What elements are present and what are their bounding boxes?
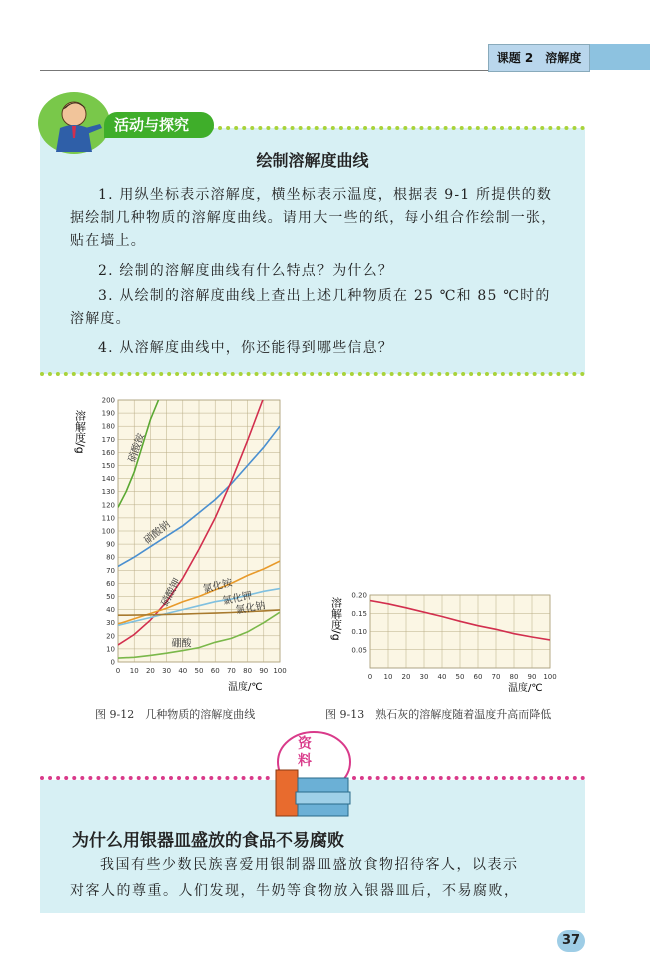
x-tick-label: 80 (243, 667, 253, 675)
x-tick-label: 10 (383, 673, 393, 681)
activity-top-dots (210, 126, 585, 130)
series-label: 氯化钠 (234, 600, 267, 617)
x-tick-label: 50 (455, 673, 465, 681)
y-tick-label: 140 (101, 475, 115, 484)
solubility-chart (70, 390, 310, 700)
x-tick-label: 60 (473, 673, 483, 681)
x-tick-label: 0 (115, 667, 121, 675)
y-tick-label: 150 (101, 462, 115, 470)
activity-item-1: 1. 用纵坐标表示溶解度，横坐标表示温度，根据表 9-1 所提供的数据绘制几种物质的溶解度曲线。请用大一些的纸，每小组合作绘制一张，贴在墙上。 (70, 187, 557, 249)
resource-tag: 资料 (298, 736, 312, 769)
x-tick-label: 70 (491, 673, 501, 681)
y-tick-label: 170 (101, 435, 115, 444)
chart1-caption: 图 9-12 几种物质的溶解度曲线 (95, 708, 256, 721)
x-tick-label: 100 (273, 667, 287, 675)
resource-line-1: 我国有些少数民族喜爱用银制器皿盛放食物招待客人，以表示 (100, 857, 519, 873)
y-tick-label: 160 (101, 448, 115, 457)
x-tick-label: 90 (259, 667, 269, 675)
series-label: 硝酸铵 (126, 431, 148, 464)
page-number: 37 (557, 930, 585, 952)
y-tick-label: 10 (106, 645, 115, 654)
header-color-bar (590, 44, 650, 70)
y-tick-label: 30 (106, 619, 115, 628)
x-tick-label: 80 (509, 673, 519, 681)
y-tick-label: 70 (106, 566, 115, 575)
activity-title: 绘制溶解度曲线 (256, 151, 369, 170)
chart2-ylabel: 溶解度/g (330, 597, 343, 641)
chart2-caption: 图 9-13 熟石灰的溶解度随着温度升高而降低 (325, 708, 552, 721)
y-tick-label: 120 (101, 501, 115, 510)
x-tick-label: 50 (194, 667, 204, 675)
y-tick-label: 0 (110, 658, 115, 667)
activity-item-3: 3. 从绘制的溶解度曲线上查出上述几种物质在 25 ℃和 85 ℃时的溶解度。 (70, 288, 551, 327)
books-icon (268, 728, 354, 822)
running-title: 课题 2 溶解度 (488, 44, 590, 72)
y-tick-label: 80 (106, 553, 115, 562)
y-tick-label: 130 (101, 488, 115, 497)
x-tick-label: 90 (527, 673, 537, 681)
lime-solubility-chart (330, 585, 570, 700)
chart1-xlabel: 温度/℃ (228, 682, 263, 693)
x-tick-label: 100 (543, 673, 557, 681)
activity-item-4: 4. 从溶解度曲线中，你还能得到哪些信息？ (98, 340, 394, 356)
y-tick-label: 0.10 (351, 628, 367, 636)
y-tick-label: 0.15 (351, 609, 367, 618)
y-tick-label: 90 (106, 540, 115, 549)
y-tick-label: 190 (101, 409, 115, 418)
resource-dots-left (40, 776, 270, 780)
x-tick-label: 30 (162, 667, 172, 675)
y-tick-label: 20 (106, 632, 115, 641)
activity-tag: 活动与探究 (104, 112, 214, 138)
student-illustration (38, 92, 110, 154)
activity-item-2: 2. 绘制的溶解度曲线有什么特点？为什么？ (98, 263, 394, 279)
y-tick-label: 0.20 (351, 591, 367, 600)
x-tick-label: 0 (367, 673, 373, 681)
resource-dots-right (352, 776, 585, 780)
x-tick-label: 40 (437, 673, 447, 681)
x-tick-label: 20 (401, 673, 411, 681)
resource-title: 为什么用银器皿盛放的食品不易腐败 (72, 831, 344, 851)
y-tick-label: 200 (101, 396, 115, 405)
series-label: 硝酸钠 (142, 519, 173, 547)
chart1-ylabel: 溶解度/g (73, 410, 87, 454)
x-tick-label: 60 (210, 667, 220, 675)
activity-bottom-dots (40, 372, 585, 376)
x-tick-label: 70 (226, 667, 236, 675)
y-tick-label: 110 (101, 514, 115, 523)
y-tick-label: 180 (101, 422, 115, 431)
series-label: 硼酸 (171, 638, 192, 650)
series-label: 氯化钾 (221, 590, 254, 608)
resource-line-2: 对客人的尊重。人们发现，牛奶等食物放入银器皿后，不易腐败， (70, 883, 520, 899)
x-tick-label: 30 (419, 673, 429, 681)
y-tick-label: 50 (106, 593, 115, 601)
y-tick-label: 40 (106, 606, 115, 615)
series-label: 硝酸钾 (159, 576, 184, 609)
x-tick-label: 10 (129, 667, 139, 675)
x-tick-label: 40 (178, 667, 188, 675)
y-tick-label: 0.05 (351, 646, 367, 655)
y-tick-label: 60 (106, 579, 115, 588)
series-label: 氯化铵 (201, 577, 234, 596)
y-tick-label: 100 (101, 527, 115, 536)
chart2-xlabel: 温度/℃ (508, 683, 543, 694)
x-tick-label: 20 (145, 667, 155, 675)
